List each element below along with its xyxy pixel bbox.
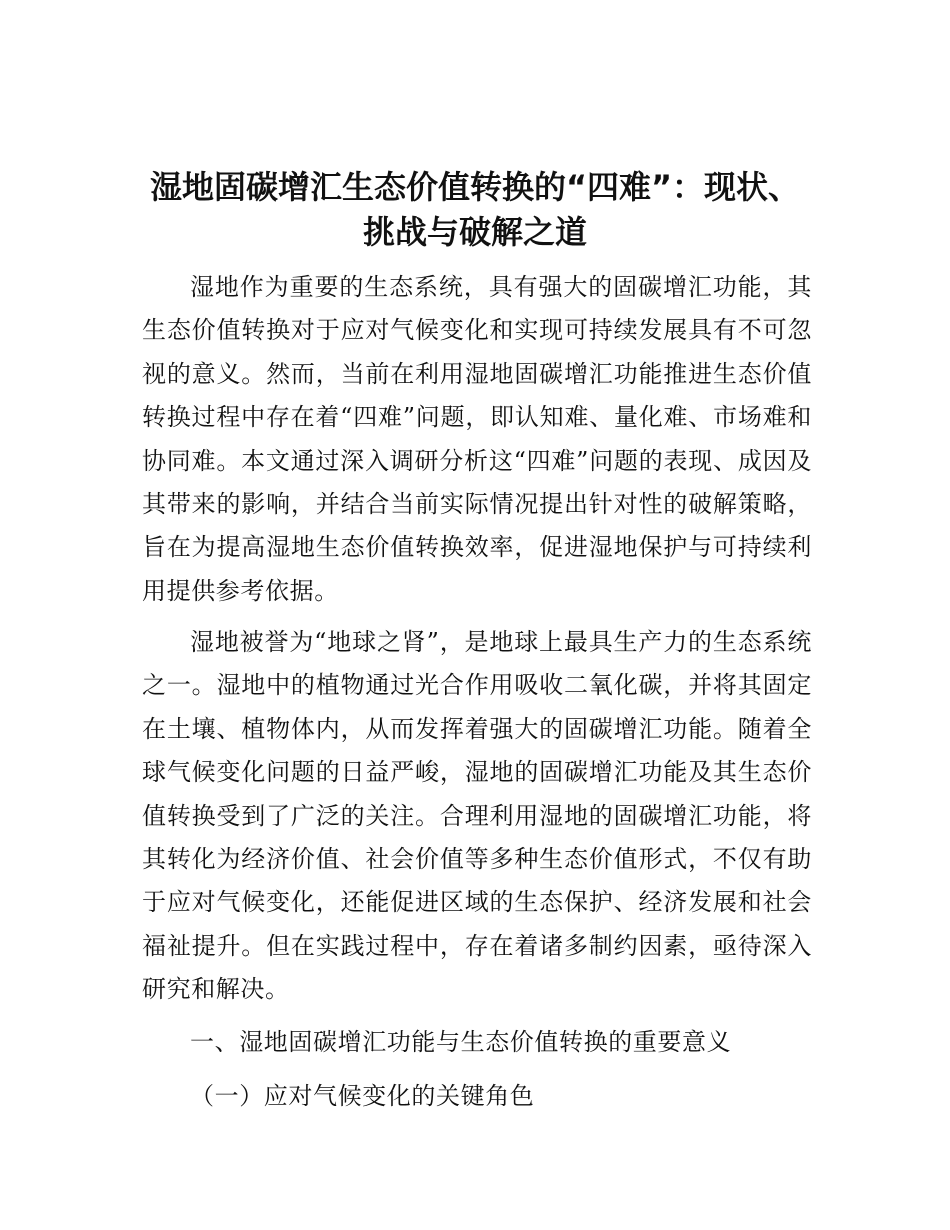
document-title-line-2: 挑战与破解之道 bbox=[362, 213, 587, 251]
intro-paragraph: 湿地作为重要的生态系统，具有强大的固碳增汇功能，其生态价值转换对于应对气候变化和实现可持续发展具有不可忽视的意义。然而，当前在利用湿地固碳增汇功能推进生态价值转换过程中存在着“四难”问题，即认知难、量化难、市场难和协同难。本文通过深入调研分析这“四难”问题的表现、成因及其带来的影响，并结合当前实际情况提出针对性的破解策略，旨在为提高湿地生态价值转换效率，促进湿地保护与可持续利用提供参考依据。 bbox=[142, 273, 812, 605]
background-paragraph: 湿地被誉为“地球之肾”，是地球上最具生产力的生态系统之一。湿地中的植物通过光合作用吸收二氧化碳，并将其固定在土壤、植物体内，从而发挥着强大的固碳增汇功能。随着全球气候变化问题的日益严峻，湿地的固碳增汇功能及其生态价值转换受到了广泛的关注。合理利用湿地的固碳增汇功能，将其转化为经济价值、社会价值等多种生态价值形式，不仅有助于应对气候变化，还能促进区域的生态保护、经济发展和社会福祉提升。但在实践过程中，存在着诸多制约因素，亟待深入研究和解决。 bbox=[142, 628, 812, 1004]
document-title-line-1: 湿地固碳增汇生态价值转换的“四难”：现状、 bbox=[149, 168, 801, 206]
section-heading: 一、湿地固碳增汇功能与生态价值转换的重要意义 bbox=[190, 1028, 732, 1056]
subsection-heading: （一）应对气候变化的关键角色 bbox=[190, 1082, 535, 1110]
